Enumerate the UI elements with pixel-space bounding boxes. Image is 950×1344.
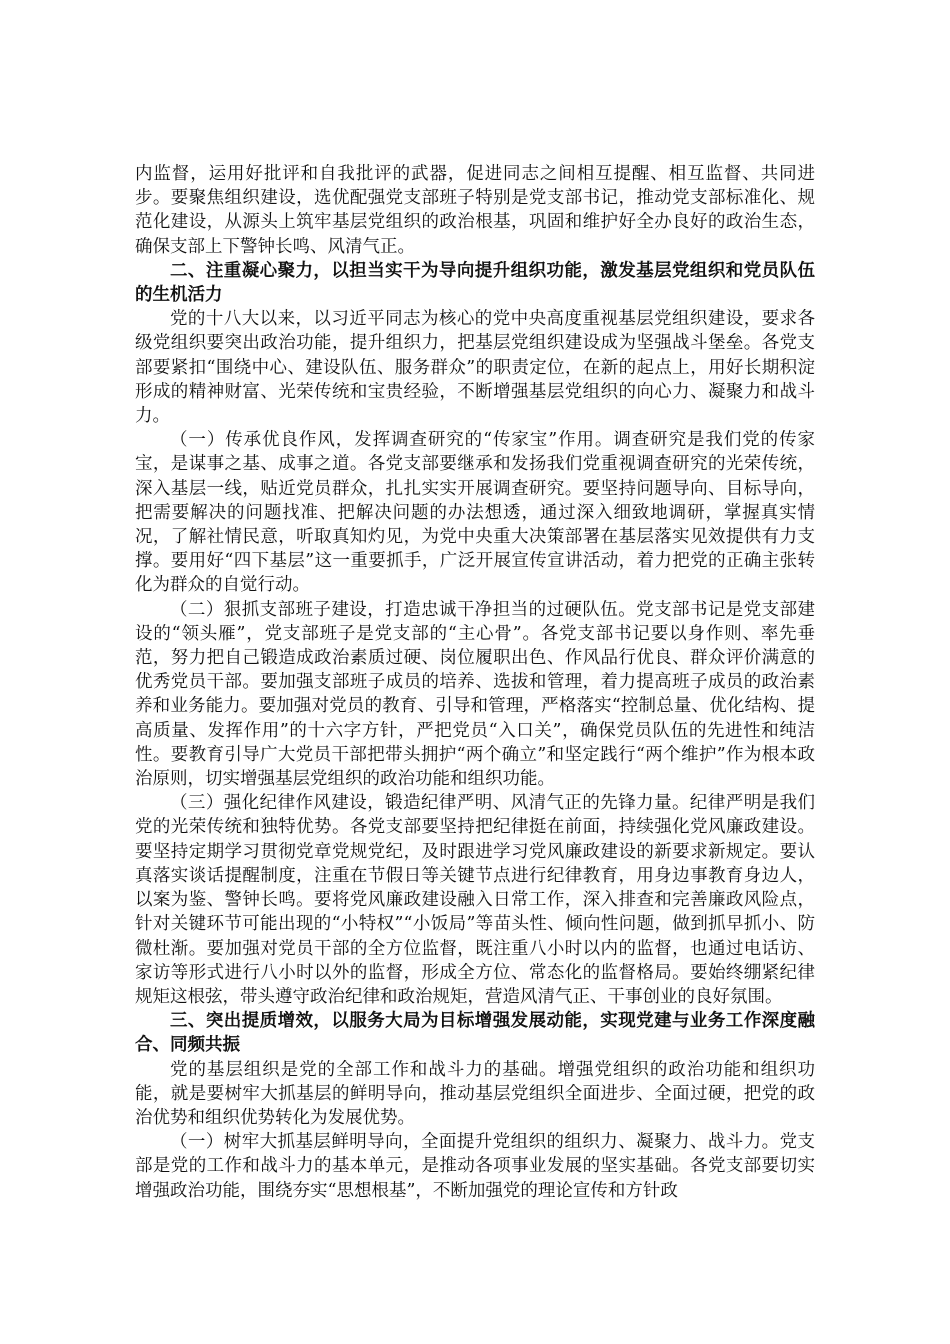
section-heading: 三、突出提质增效，以服务大局为目标增强发展动能，实现党建与业务工作深度融合、同频共振 <box>135 1011 815 1056</box>
section-heading: 二、注重凝心聚力，以担当实干为导向提升组织功能，激发基层党组织和党员队伍的生机活力 <box>135 260 815 306</box>
document-body <box>135 162 815 1203</box>
body-paragraph: 内监督，运用好批评和自我批评的武器，促进同志之间相互提醒、相互监督、共同进步。要聚焦组织建设，选优配强党支部班子特别是党支部书记，推动党支部标准化、规范化建设，从源头上筑牢基层党组织的政治根基，巩固和维护好全办良好的政治生态，确保支部上下警钟长鸣、风清气正。 <box>135 164 815 257</box>
body-paragraph: （三）强化纪律作风建设，锻造纪律严明、风清气正的先锋力量。纪律严明是我们党的光荣传统和独特优势。各党支部要坚持把纪律挺在前面，持续强化党风廉政建设。要坚持定期学习贯彻党章党规党纪，及时跟进学习党风廉政建设的新要求新规定。要认真落实谈话提醒制度，注重在节假日等关键节点进行纪律教育，用身边事教育身边人，以案为鉴、警钟长鸣。要将党风廉政建设融入日常工作，深入排查和完善廉政风险点，针对关键环节可能出现的“小特权”“小饭局”等苗头性、倾向性问题，做到抓早抓小、防微杜渐。要加强对党员干部的全方位监督，既注重八小时以内的监督，也通过电话访、家访等形式进行八小时以外的监督，形成全方位、常态化的监督格局。要始终绷紧纪律规矩这根弦，带头遵守政治纪律和政治规矩，营造风清气正、干事创业的良好氛围。 <box>135 793 815 1007</box>
body-paragraph: 党的基层组织是党的全部工作和战斗力的基础。增强党组织的政治功能和组织功能，就是要树牢大抓基层的鲜明导向，推动基层党组织全面进步、全面过硬，把党的政治优势和组织优势转化为发展优势。 <box>135 1059 815 1128</box>
body-paragraph: （一）树牢大抓基层鲜明导向，全面提升党组织的组织力、凝聚力、战斗力。党支部是党的工作和战斗力的基本单元，是推动各项事业发展的坚实基础。各党支部要切实增强政治功能，围绕夯实“思想根基”，不断加强党的理论宣传和方针政 <box>135 1132 815 1201</box>
body-paragraph: 党的十八大以来，以习近平同志为核心的党中央高度重视基层党组织建设，要求各级党组织要突出政治功能，提升组织力，把基层党组织建设成为坚强战斗堡垒。各党支部要紧扣“围绕中心、建设队伍、服务群众”的职责定位，在新的起点上，用好长期积淀形成的精神财富、光荣传统和宝贵经验，不断增强基层党组织的向心力、凝聚力和战斗力。 <box>135 309 815 427</box>
body-paragraph: （一）传承优良作风，发挥调查研究的“传家宝”作用。调查研究是我们党的传家宝，是谋事之基、成事之道。各党支部要继承和发扬我们党重视调查研究的光荣传统，深入基层一线，贴近党员群众，扎扎实实开展调查研究。要坚持问题导向、目标导向，把需要解决的问题找准、把解决问题的办法想透，通过深入细致地调研，掌握真实情况，了解社情民意，听取真知灼见，为党中央重大决策部署在基层落实见效提供有力支撑。要用好“四下基层”这一重要抓手，广泛开展宣传宣讲活动，着力把党的正确主张转化为群众的自觉行动。 <box>135 430 815 596</box>
body-paragraph: （二）狠抓支部班子建设，打造忠诚干净担当的过硬队伍。党支部书记是党支部建设的“领头雁”，党支部班子是党支部的“主心骨”。各党支部书记要以身作则、率先垂范，努力把自己锻造成政治素质过硬、岗位履职出色、作风品行优良、群众评价满意的优秀党员干部。要加强支部班子成员的培养、选拔和管理，着力提高班子成员的政治素养和业务能力。要加强对党员的教育、引导和管理，严格落实“控制总量、优化结构、提高质量、发挥作用”的十六字方针，严把党员“入口关”，确保党员队伍的先进性和纯洁性。要教育引导广大党员干部把带头拥护“两个确立”和坚定践行“两个维护”作为根本政治原则，切实增强基层党组织的政治功能和组织功能。 <box>135 599 815 790</box>
